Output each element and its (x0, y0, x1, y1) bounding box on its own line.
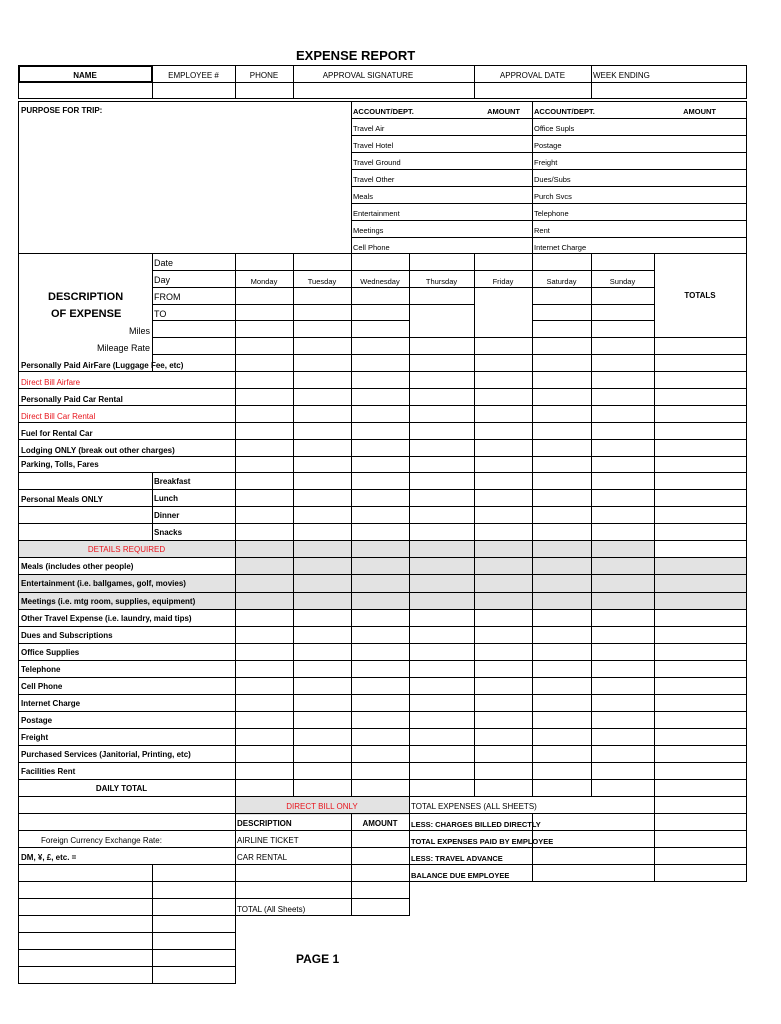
account-left-item: Travel Ground (353, 158, 401, 167)
grid-hline (18, 626, 747, 627)
car-rental-label: CAR RENTAL (237, 853, 288, 862)
employee-number-field[interactable] (153, 83, 235, 98)
account-left-item: Meals (353, 192, 374, 201)
purpose-field[interactable] (19, 118, 350, 252)
less-charges-billed-directly: LESS: CHARGES BILLED DIRECTLY (411, 820, 541, 829)
grid-vline (18, 253, 19, 797)
grid-hline (152, 354, 747, 355)
date-label: Date (154, 258, 174, 268)
row-detail-meetings: Meetings (i.e. mtg room, supplies, equipment) (21, 597, 196, 606)
week-ending-header: WEEK ENDING (593, 71, 650, 80)
grid-vline (654, 253, 655, 797)
grid-hline (152, 270, 655, 271)
grid-vline (591, 253, 592, 797)
row-dues-subscriptions: Dues and Subscriptions (21, 631, 113, 640)
direct-bill-only-header: DIRECT BILL ONLY (286, 802, 358, 811)
grid-vline (152, 472, 153, 541)
row-detail-other-travel: Other Travel Expense (i.e. laundry, maid tips) (21, 614, 192, 623)
account-left-item: Entertainment (353, 209, 400, 218)
day-friday: Friday (492, 277, 514, 286)
grid-vline (235, 796, 236, 984)
day-label: Day (154, 275, 171, 285)
grid-hline (152, 287, 655, 288)
grid-hline (18, 609, 747, 610)
approval-date-field[interactable] (475, 83, 591, 98)
day-tuesday: Tuesday (307, 277, 337, 286)
grid-hline (18, 813, 747, 814)
from-label: FROM (154, 292, 181, 302)
day-thursday: Thursday (425, 277, 458, 286)
row-lodging-only: Lodging ONLY (break out other charges) (21, 446, 175, 455)
total-expenses-all-sheets: TOTAL EXPENSES (ALL SHEETS) (411, 802, 537, 811)
grid-hline (18, 489, 747, 490)
balance-due-employee: BALANCE DUE EMPLOYEE (411, 871, 510, 880)
account-left-item: Travel Other (353, 175, 395, 184)
grid-hline (18, 677, 747, 678)
account-right-item: Freight (534, 158, 558, 167)
grid-vline (746, 796, 747, 882)
grid-hline (152, 337, 747, 338)
row-internet-charge: Internet Charge (21, 699, 81, 708)
grid-hline (18, 881, 747, 882)
grid-hline (152, 304, 475, 305)
account-right-item: Postage (534, 141, 562, 150)
grid-hline (18, 728, 747, 729)
approval-signature-header: APPROVAL SIGNATURE (322, 71, 414, 80)
grid-vline (474, 253, 475, 797)
mileage-rate-label: Mileage Rate (96, 343, 150, 353)
grid-hline (18, 847, 747, 848)
grid-hline (532, 320, 655, 321)
account-right-item: Internet Charge (534, 243, 587, 252)
day-sunday: Sunday (609, 277, 636, 286)
total-expenses-paid-by-employee: TOTAL EXPENSES PAID BY EMPLOYEE (411, 837, 554, 846)
account-right-item: Purch Svcs (534, 192, 572, 201)
row-purchased-services: Purchased Services (Janitorial, Printing, etc) (21, 750, 191, 759)
grid-hline (18, 643, 747, 644)
grid-hline (18, 966, 236, 967)
grid-hline (18, 711, 747, 712)
phone-header: PHONE (249, 71, 279, 80)
grid-hline (152, 320, 410, 321)
direct-bill-amount-header: AMOUNT (362, 819, 398, 828)
grid-hline (18, 456, 747, 457)
account-left-item: Cell Phone (353, 243, 390, 252)
grid-vline (235, 253, 236, 797)
grid-hline (18, 932, 236, 933)
grid-hline (18, 557, 747, 558)
total-all-sheets-label: TOTAL (All Sheets) (237, 905, 306, 914)
day-wednesday: Wednesday (360, 277, 400, 286)
grid-hline (18, 506, 747, 507)
grid-hline (18, 864, 747, 865)
grid-vline (654, 796, 655, 882)
grid-hline (532, 304, 655, 305)
account-left-item: Travel Air (353, 124, 385, 133)
grid-hline (18, 983, 236, 984)
row-cell-phone: Cell Phone (21, 682, 63, 691)
grid-vline (351, 253, 352, 797)
meal-lunch: Lunch (154, 494, 178, 503)
approval-signature-field[interactable] (294, 83, 474, 98)
less-travel-advance: LESS: TRAVEL ADVANCE (411, 854, 503, 863)
direct-bill-description-header: DESCRIPTION (237, 819, 292, 828)
row-parking-tolls-fares: Parking, Tolls, Fares (21, 460, 99, 469)
meal-dinner: Dinner (154, 511, 180, 520)
currency-symbols-label: DM, ¥, £, etc. = (21, 853, 77, 862)
grid-hline (18, 779, 747, 780)
purpose-label: PURPOSE FOR TRIP: (21, 106, 103, 115)
grid-hline (18, 574, 747, 575)
account-right-item: Office Supls (534, 124, 575, 133)
grid-hline (18, 422, 747, 423)
grid-hline (18, 694, 747, 695)
page-number: PAGE 1 (296, 952, 340, 966)
to-label: TO (154, 309, 167, 319)
grid-hline (18, 523, 747, 524)
grid-hline (18, 949, 236, 950)
amount-header-right: AMOUNT (683, 107, 716, 116)
name-field[interactable] (19, 83, 152, 98)
description-label-line1: DESCRIPTION (48, 291, 124, 303)
row-office-supplies: Office Supplies (21, 648, 80, 657)
grid-hline (18, 439, 747, 440)
airline-ticket-label: AIRLINE TICKET (237, 836, 299, 845)
grid-hline (18, 405, 747, 406)
row-telephone: Telephone (21, 665, 61, 674)
phone-field[interactable] (236, 83, 293, 98)
row-personally-paid-car-rental: Personally Paid Car Rental (21, 395, 123, 404)
row-direct-bill-airfare: Direct Bill Airfare (21, 378, 81, 387)
grid-hline (18, 745, 747, 746)
amount-header-left: AMOUNT (487, 107, 520, 116)
row-facilities-rent: Facilities Rent (21, 767, 76, 776)
grid-hline (18, 660, 747, 661)
description-label-line2: OF EXPENSE (51, 308, 122, 320)
grid-vline (532, 253, 533, 797)
foreign-currency-rate-label: Foreign Currency Exchange Rate: (41, 836, 162, 845)
row-personal-meals: Personal Meals ONLY (21, 495, 103, 504)
grid-hline (18, 371, 747, 372)
row-fuel-rental-car: Fuel for Rental Car (21, 429, 93, 438)
grid-hline (18, 796, 747, 797)
details-required-header: DETAILS REQUIRED (87, 545, 166, 554)
row-postage: Postage (21, 716, 53, 725)
employee-number-header: EMPLOYEE # (168, 71, 219, 80)
account-dept-header-left: ACCOUNT/DEPT. (353, 107, 414, 116)
account-right-item: Rent (534, 226, 550, 235)
day-saturday: Saturday (546, 277, 577, 286)
account-right-item: Telephone (534, 209, 569, 218)
grid-vline (746, 253, 747, 797)
row-freight: Freight (21, 733, 49, 742)
totals-header: TOTALS (684, 291, 716, 300)
grid-hline (18, 592, 747, 593)
account-dept-header-right: ACCOUNT/DEPT. (534, 107, 595, 116)
approval-date-header: APPROVAL DATE (499, 71, 566, 80)
row-daily-total: DAILY TOTAL (95, 784, 148, 793)
row-detail-entertainment: Entertainment (i.e. ballgames, golf, movies) (21, 579, 186, 588)
row-direct-bill-car-rental: Direct Bill Car Rental (21, 412, 96, 421)
grid-hline (18, 253, 747, 254)
grid-hline (409, 830, 747, 831)
grid-hline (18, 540, 747, 541)
grid-vline (152, 864, 153, 984)
grid-vline (409, 796, 410, 916)
row-personally-paid-airfare: Personally Paid AirFare (Luggage Fee, etc) (21, 361, 184, 370)
grid-hline (18, 472, 747, 473)
day-monday: Monday (250, 277, 278, 286)
grid-vline (152, 253, 153, 372)
form-title: EXPENSE REPORT (296, 48, 416, 63)
account-right-item: Dues/Subs (534, 175, 571, 184)
account-left-item: Meetings (353, 226, 384, 235)
miles-label: Miles (128, 326, 150, 336)
row-detail-meals: Meals (includes other people) (21, 562, 134, 571)
grid-hline (18, 388, 747, 389)
week-ending-field[interactable] (592, 83, 746, 98)
grid-vline (293, 253, 294, 797)
account-left-item: Travel Hotel (353, 141, 394, 150)
grid-hline (18, 762, 747, 763)
grid-vline (18, 796, 19, 984)
meal-breakfast: Breakfast (154, 477, 191, 486)
grid-vline (409, 253, 410, 797)
name-header: NAME (73, 71, 97, 80)
meal-snacks: Snacks (154, 528, 183, 537)
